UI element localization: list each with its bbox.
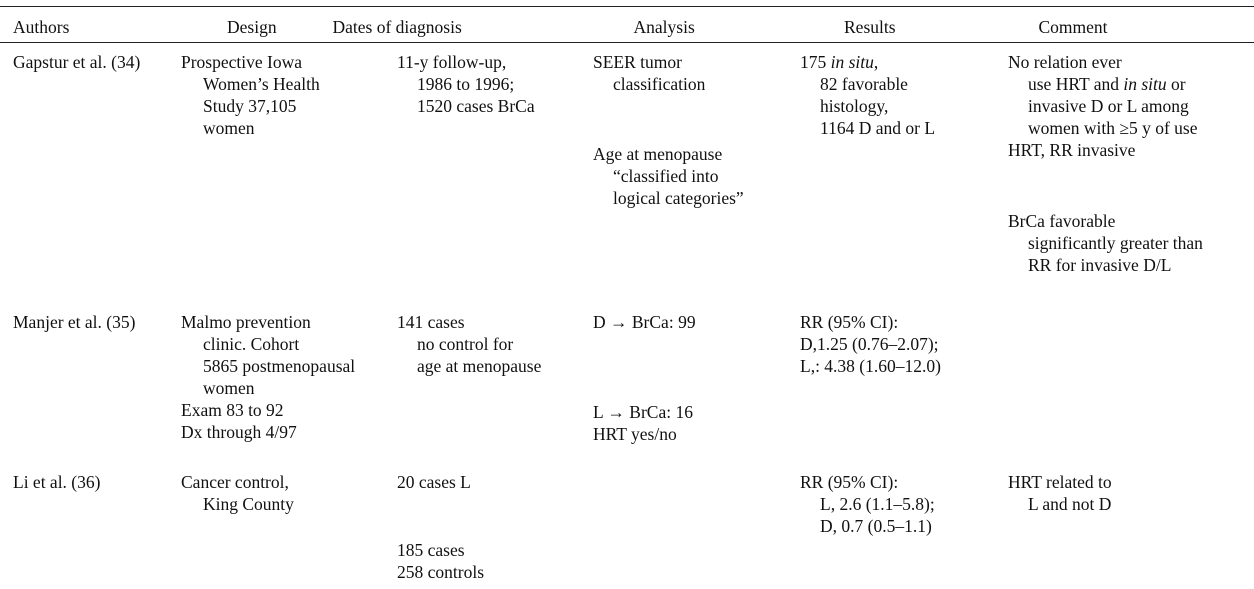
header-analysis: Analysis [633, 17, 695, 37]
cell-comment: No relation ever use HRT and in situ or invasive D or L among women with ≥5 y of use HRT, RR invasive [1008, 52, 1198, 160]
cell-design: Cancer control, King County [181, 472, 294, 514]
cell-dates: 141 cases no control for age at menopause [397, 312, 542, 376]
cell-comment: HRT related to L and not D [1008, 472, 1112, 514]
header-comment: Comment [1038, 17, 1108, 37]
table-header-rule [0, 42, 1254, 43]
cell-results: 175 in situ, 82 favorable histology, 1164 D and or L [800, 52, 936, 138]
cell-authors: Gapstur et al. (34) [13, 52, 141, 72]
cell-analysis: D → BrCa: 99 [593, 312, 696, 332]
cell-dates-2: 185 cases 258 controls [397, 540, 485, 582]
cell-dates: 20 cases L [397, 472, 471, 492]
table-top-rule [0, 6, 1254, 7]
cell-analysis-2: L → BrCa: 16 HRT yes/no [593, 402, 693, 444]
header-dates: Dates of diagnosis [332, 17, 462, 37]
cell-analysis-2: Age at menopause “classified into logical categories” [593, 144, 744, 208]
cell-design: Prospective Iowa Women’s Health Study 37,105 women [181, 52, 320, 138]
cell-results: RR (95% CI): D,1.25 (0.76–2.07); L,: 4.38 (1.60–12.0) [800, 312, 941, 376]
header-authors: Authors [13, 17, 70, 37]
header-results: Results [844, 17, 896, 37]
cell-comment-2: BrCa favorable significantly greater than RR for invasive D/L [1008, 211, 1203, 275]
header-design: Design [227, 17, 277, 37]
cell-analysis: SEER tumor classification [593, 52, 706, 94]
cell-authors: Manjer et al. (35) [13, 312, 136, 332]
cell-design: Malmo prevention clinic. Cohort 5865 postmenopausal women Exam 83 to 92 Dx through 4/97 [181, 312, 356, 442]
cell-authors: Li et al. (36) [13, 472, 101, 492]
cell-dates: 11-y follow-up, 1986 to 1996; 1520 cases BrCa [397, 52, 535, 116]
cell-results: RR (95% CI): L, 2.6 (1.1–5.8); D, 0.7 (0.5–1.1) [800, 472, 935, 536]
